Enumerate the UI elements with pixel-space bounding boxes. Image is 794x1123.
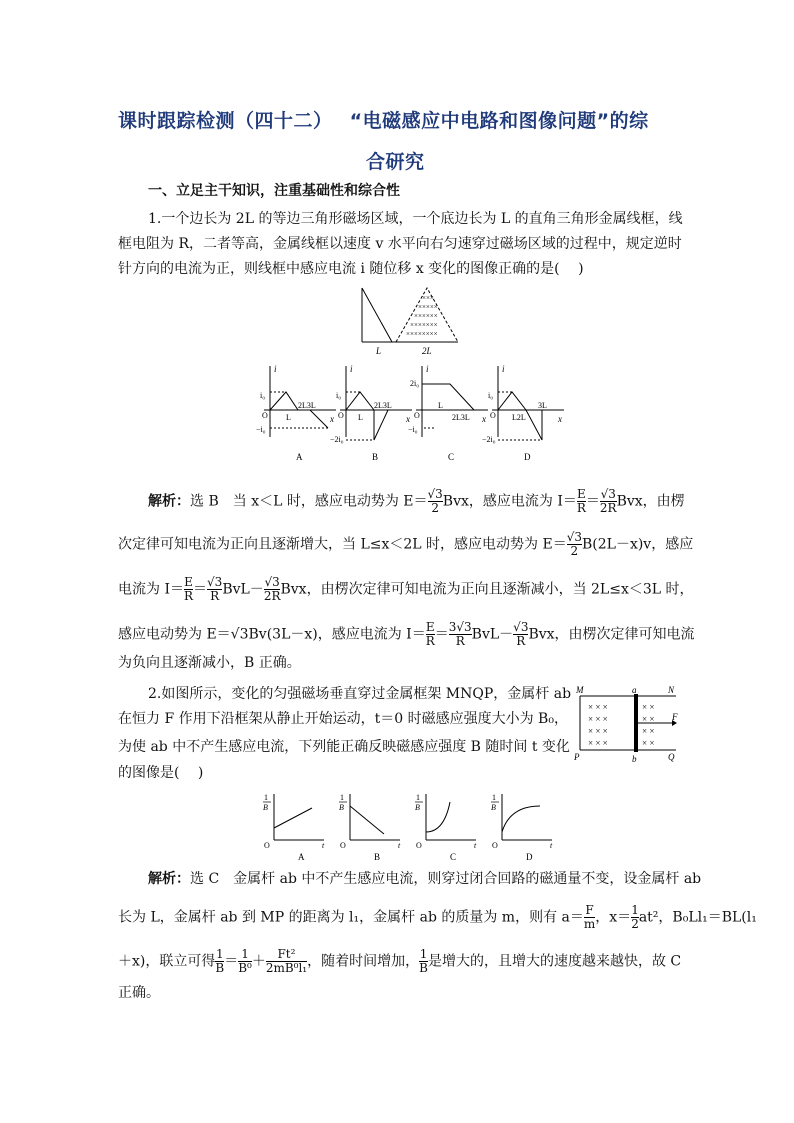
svg-text:b: b (632, 754, 637, 764)
svg-text:B: B (491, 803, 496, 812)
svg-text:B: B (339, 803, 344, 812)
svg-text:i: i (426, 364, 429, 374)
q2-option-a-graph (260, 790, 330, 862)
svg-text:2i₀: 2i₀ (410, 379, 420, 388)
svg-text:O: O (416, 841, 422, 850)
q2-option-b-graph (336, 790, 406, 862)
svg-text:× × ×: × × × (588, 726, 608, 736)
svg-text:O: O (492, 841, 498, 850)
svg-text:t: t (322, 841, 325, 850)
svg-text:−i₀: −i₀ (256, 425, 266, 434)
svg-text:D: D (524, 452, 531, 462)
svg-text:3L: 3L (538, 401, 547, 410)
svg-text:O: O (490, 411, 496, 420)
svg-text:A: A (296, 452, 303, 462)
svg-text:B: B (415, 803, 420, 812)
svg-text:L: L (438, 401, 443, 410)
svg-text:x: x (482, 414, 486, 424)
svg-text:× × ×: × × × (588, 714, 608, 724)
svg-text:a: a (632, 685, 637, 695)
svg-text:M: M (576, 685, 584, 695)
page-title-line1: 课时跟踪检测（四十二） “电磁感应中电路和图像问题”的综 (118, 110, 649, 132)
svg-text:O: O (264, 841, 270, 850)
svg-text:P: P (574, 752, 580, 762)
svg-text:x: x (406, 414, 410, 424)
svg-text:L2L: L2L (512, 413, 526, 422)
svg-text:A: A (298, 852, 305, 862)
q1-option-d-graph (482, 362, 568, 462)
svg-text:B: B (263, 803, 268, 812)
svg-text:O: O (338, 411, 344, 420)
svg-text:××××××: ×××××× (414, 312, 438, 320)
svg-text:i: i (350, 364, 353, 374)
q2-frame-figure (572, 684, 684, 764)
svg-text:i₀: i₀ (260, 391, 266, 400)
svg-text:B: B (372, 452, 379, 462)
svg-text:× ×: × × (642, 714, 655, 724)
svg-text:2L3L: 2L3L (452, 413, 470, 422)
label-2L: 2L (422, 346, 432, 356)
svg-text:×××××: ××××× (418, 303, 438, 311)
svg-text:2L3L: 2L3L (374, 401, 392, 410)
svg-text:× × ×: × × × (588, 702, 608, 712)
svg-text:2L3L: 2L3L (298, 401, 316, 410)
a2-line4: 正确。 (118, 985, 160, 1001)
svg-text:x: x (558, 414, 562, 424)
q1-line1: 1.一个边长为 2L 的等边三角形磁场区域，一个底边长为 L 的直角三角形金属线框，线 (148, 211, 683, 227)
q2-line2: 在恒力 F 作用下沿框架从静止开始运动，t＝0 时磁感应强度大小为 B₀， (118, 711, 568, 727)
svg-text:×××××××: ××××××× (410, 321, 438, 329)
q1-line2: 框电阻为 R，二者等高，金属线框以速度 v 水平向右匀速穿过磁场区域的过程中，规定逆时 (118, 236, 682, 252)
a1-line4: 感应电动势为 E＝√3Bv(3L－x)，感应电流为 I＝ $\frac{E}{R}$ ＝ $\frac{3√3}{R}$ BvL－ $\frac{√3}{R}$ Bvx，由楞次定律可知电流 (118, 620, 695, 649)
svg-text:C: C (450, 852, 457, 862)
svg-text:x: x (330, 414, 334, 424)
svg-text:× ×: × × (642, 726, 655, 736)
a2-line2: 长为 L，金属杆 ab 到 MP 的距离为 l₁，金属杆 ab 的质量为 m，则有 a＝ $\frac{F}{m}$ ，x＝ $\frac{1}{2}$ at²，B₀Ll₁＝BL(l₁ (118, 903, 757, 932)
svg-text:i: i (502, 364, 505, 374)
q2-option-d-graph (488, 790, 558, 862)
q1-option-a-graph (258, 362, 340, 462)
svg-text:i: i (274, 364, 277, 374)
svg-text:× ×: × × (642, 702, 655, 712)
a1-line3: 电流为 I＝ $\frac{E}{R}$ ＝ $\frac{√3}{R}$ BvL－ $\frac{√3}{2R}$ Bvx，由楞次定律可知电流为正向且逐渐减小，当 2L≤x＜3L 时， (118, 575, 694, 604)
svg-text:× ×: × × (642, 738, 655, 748)
a1-line5: 为负向且逐渐减小，B 正确。 (118, 655, 301, 671)
q1-line3: 针方向的电流为正，则线框中感应电流 i 随位移 x 变化的图像正确的是( ) (118, 261, 584, 277)
a2-line3: ＋x)，联立可得 $\frac{1}{B}$ ＝ $\frac{1}{\text{B⁰}}$ ＋ $\frac{\text{Ft²}}{\text{2mB⁰l₁}}$ ，随着时间增加， $\frac{1}{B}$ 是增大的，且增大的速度越来越快，故 C (118, 947, 682, 976)
svg-text:i₀: i₀ (488, 391, 494, 400)
svg-text:C: C (448, 452, 455, 462)
q2-option-c-graph (412, 790, 482, 862)
q2-line1: 2.如图所示，变化的匀强磁场垂直穿过金属框架 MNQP，金属杆 ab (148, 686, 572, 702)
svg-text:t: t (550, 841, 553, 850)
section-heading: 一、立足主干知识，注重基础性和综合性 (148, 183, 400, 199)
svg-text:1: 1 (416, 793, 420, 802)
svg-text:D: D (526, 852, 533, 862)
q1-triangle-figure (352, 284, 468, 356)
svg-text:−i₀: −i₀ (408, 425, 418, 434)
a2-line1: 解析：选 C 金属杆 ab 中不产生感应电流，则穿过闭合回路的磁通量不变，设金属杆 ab (148, 871, 702, 887)
q2-line3: 为使 ab 中不产生感应电流，下列能正确反映磁感应强度 B 随时间 t 变化 (118, 739, 570, 755)
q1-option-b-graph (330, 362, 416, 462)
svg-text:L: L (358, 413, 363, 422)
page-title-line2: 合研究 (366, 151, 425, 173)
svg-text:F: F (672, 712, 678, 722)
q1-option-c-graph (410, 362, 492, 462)
a1-line2: 次定律可知电流为正向且逐渐增大，当 L≤x＜2L 时，感应电动势为 E＝ $\frac{√3}{2}$ B(2L－x)v，感应 (118, 530, 694, 559)
q2-line4: 的图像是( ) (118, 765, 204, 781)
svg-text:B: B (374, 852, 381, 862)
svg-text:Q: Q (668, 752, 675, 762)
svg-text:O: O (340, 841, 346, 850)
svg-text:N: N (668, 685, 675, 695)
a1-line1: 解析：选 B 当 x＜L 时，感应电动势为 E＝ $\frac{√3}{2}$ Bvx，感应电流为 I＝ $\frac{E}{R}$ ＝ $\frac{√3}{2R}$ Bvx，由楞 (148, 487, 685, 516)
svg-text:1: 1 (340, 793, 344, 802)
svg-text:××××××××: ×××××××× (406, 330, 438, 338)
svg-text:1: 1 (264, 793, 268, 802)
svg-text:O: O (414, 411, 420, 420)
svg-text:−2i₀: −2i₀ (482, 435, 496, 444)
svg-text:×××: ××× (422, 294, 434, 302)
svg-text:t: t (398, 841, 401, 850)
svg-text:i₀: i₀ (336, 391, 342, 400)
svg-text:t: t (474, 841, 477, 850)
svg-text:O: O (262, 411, 268, 420)
label-L: L (376, 346, 382, 356)
svg-text:1: 1 (492, 793, 496, 802)
svg-text:L: L (286, 413, 291, 422)
svg-text:× × ×: × × × (588, 738, 608, 748)
svg-text:−2i₀: −2i₀ (330, 435, 344, 444)
